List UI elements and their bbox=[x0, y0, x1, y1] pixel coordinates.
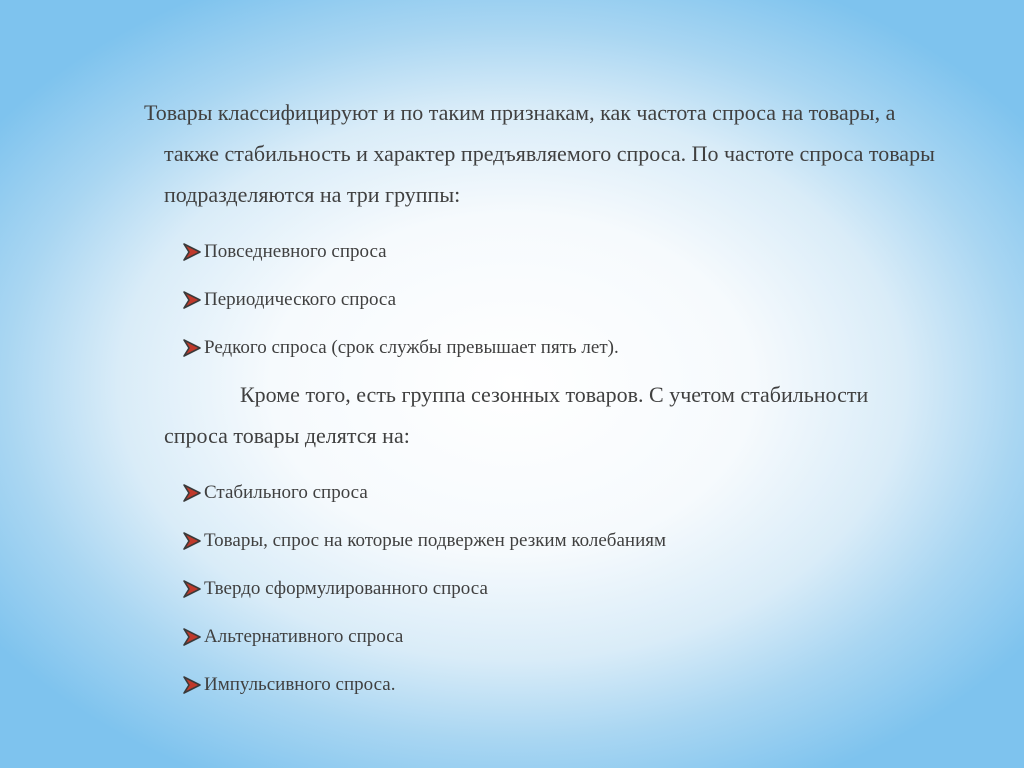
list-item bbox=[181, 469, 666, 517]
list-item bbox=[181, 565, 666, 613]
arrow-bullet-icon bbox=[181, 241, 203, 263]
list-item-label: Товары, спрос на которые подвержен резким колебаниям bbox=[204, 530, 667, 551]
list-item bbox=[181, 324, 619, 372]
arrow-bullet-icon bbox=[181, 578, 203, 600]
list-item-label: Периодического спроса bbox=[204, 289, 397, 310]
demand-frequency-list bbox=[181, 228, 619, 372]
arrow-bullet-icon bbox=[181, 337, 203, 359]
arrow-bullet-icon bbox=[181, 530, 203, 552]
list-item bbox=[181, 661, 666, 709]
list-item-label: Твердо сформулированного спроса bbox=[204, 578, 488, 599]
arrow-bullet-icon bbox=[181, 482, 203, 504]
list-item-label: Стабильного спроса bbox=[204, 482, 368, 503]
list-item-label: Альтернативного спроса bbox=[204, 626, 404, 647]
arrow-bullet-icon bbox=[181, 289, 203, 311]
arrow-bullet-icon bbox=[181, 626, 203, 648]
list-item-label: Повседневного спроса bbox=[204, 241, 387, 262]
list-item-label: Импульсивного спроса. bbox=[204, 674, 396, 695]
list-item-label: Редкого спроса (срок службы превышает пять лет). bbox=[204, 337, 619, 358]
list-item bbox=[181, 228, 619, 276]
arrow-bullet-icon bbox=[181, 674, 203, 696]
list-item bbox=[181, 517, 666, 565]
intro-paragraph: Товары классифицируют и по таким признакам, как частота спроса на товары, а также стабильность и характер предъявляемого спроса. По частоте спроса товары подразделяются на три группы: bbox=[144, 100, 935, 207]
list-item bbox=[181, 276, 619, 324]
demand-stability-list bbox=[181, 469, 666, 709]
second-paragraph: Кроме того, есть группа сезонных товаров. С учетом стабильности спроса товары делятся на: bbox=[164, 382, 869, 448]
list-item bbox=[181, 613, 666, 661]
